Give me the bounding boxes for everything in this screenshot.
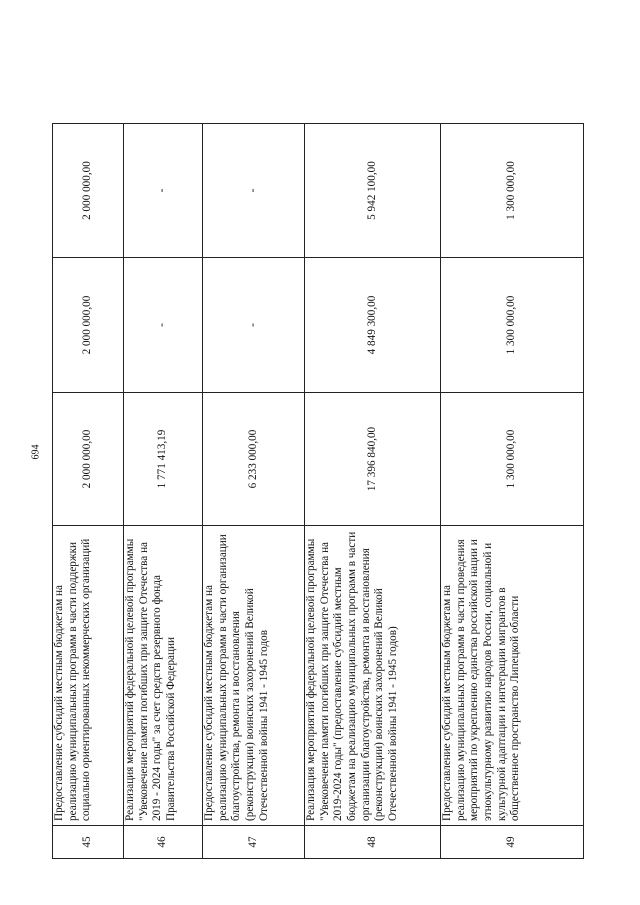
amount-cell: 5 942 100,00 (305, 124, 441, 258)
page-number: 694 (30, 444, 42, 460)
row-description: Реализация мероприятий федеральной целевой программы "Увековечение памяти погибших при защите Отечества на 2019-2024 годы" (предоставление субсидий местным бюджетам на реализацию муниципальных программ в части организации благоустройства, ремонта и восстановления (реконструкции) воинских захоронений Великой Отечественной войны 1941 - 1945 годов) (305, 526, 441, 826)
row-description: Предоставление субсидий местным бюджетам на реализацию муниципальных программ в части проведения мероприятий по укреплению единства российской нации и этнокультурному развитию народов России, социальной и культурной адаптации и интеграции мигрантов в общественное пространство Липецкой области (441, 526, 584, 826)
amount-cell: 2 000 000,00 (53, 124, 124, 258)
row-description: Предоставление субсидий местным бюджетам на реализацию муниципальных программ в части организации благоустройства, ремонта и восстановления (реконструкции) воинских захоронений Великой Отечественной войны 1941 - 1945 годов (203, 526, 305, 826)
row-number: 49 (441, 826, 584, 859)
amount-cell: - (203, 124, 305, 258)
amount-cell: 4 849 300,00 (305, 258, 441, 393)
amount-cell: 2 000 000,00 (53, 258, 124, 393)
amount-cell: - (124, 124, 203, 258)
row-number: 46 (124, 826, 203, 859)
table-row (305, 124, 441, 859)
amount-cell: 1 300 000,00 (441, 124, 584, 258)
amount-cell: 1 300 000,00 (441, 393, 584, 526)
amount-cell: 1 300 000,00 (441, 258, 584, 393)
row-number: 45 (53, 826, 124, 859)
amount-cell: 1 771 413,19 (124, 393, 203, 526)
row-number: 47 (203, 826, 305, 859)
amount-cell: - (124, 258, 203, 393)
table-row (124, 124, 203, 859)
amount-cell: 6 233 000,00 (203, 393, 305, 526)
row-description: Реализация мероприятий федеральной целевой программы "Увековечение памяти погибших при защите Отечества на 2019 - 2024 годы" за счет средств резервного фонда Правительства Российской Федерации (124, 526, 203, 826)
amount-cell: 17 396 840,00 (305, 393, 441, 526)
amount-cell: - (203, 258, 305, 393)
table-row (53, 124, 124, 859)
table-row (203, 124, 305, 859)
table-row (441, 124, 584, 859)
amount-cell: 2 000 000,00 (53, 393, 124, 526)
row-description: Предоставление субсидий местным бюджетам на реализацию муниципальных программ в части поддержки социально ориентированных некоммерческих организаций (53, 526, 124, 826)
row-number: 48 (305, 826, 441, 859)
budget-table (52, 123, 584, 859)
